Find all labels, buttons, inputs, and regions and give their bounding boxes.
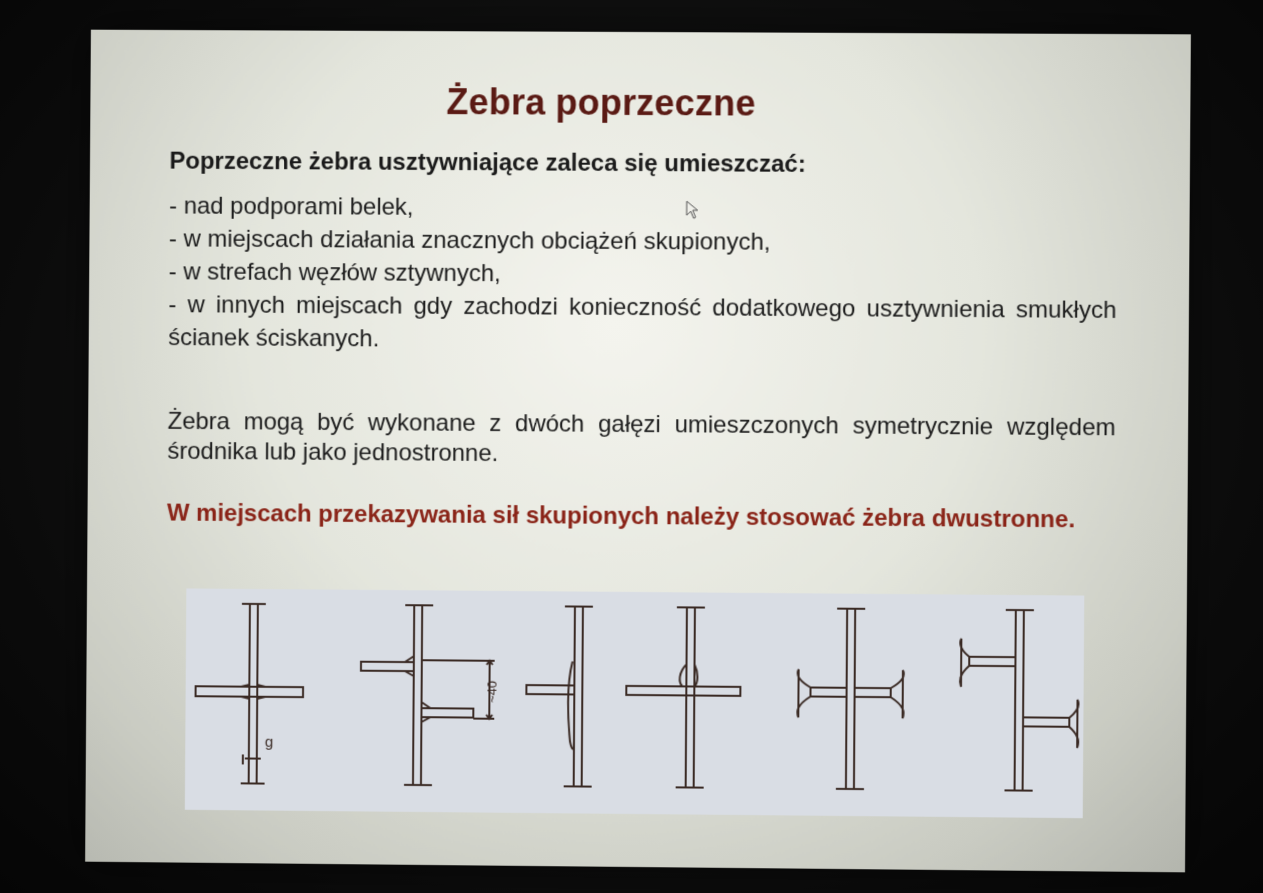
list-item: - nad podporami belek, — [169, 192, 414, 221]
list-item: - w innych miejscach gdy zachodzi konieczność dodatkowego usztywnienia smukłych ścianek ściskanych. — [168, 291, 1117, 353]
stiffener-types-paragraph: Żebra mogą być wykonane z dwóch gałęzi umieszczonych symetrycznie względem środnika lub jako jednostronne. — [167, 407, 1116, 468]
section-staggered — [360, 605, 495, 786]
mouse-pointer-icon — [686, 200, 702, 225]
label-g: g — [264, 733, 274, 751]
section-one-sided — [526, 606, 593, 786]
section-bulb — [626, 607, 741, 788]
list-item: - w miejscach działania znacznych obciążeń skupionych, — [168, 225, 771, 256]
stiffener-diagram — [185, 588, 1084, 818]
placement-list — [168, 190, 1119, 361]
intro-text: Poprzeczne żebra usztywniające zaleca się umieszczać: — [169, 147, 806, 178]
label-40: ~40 — [484, 680, 500, 703]
section-staggered-angles — [959, 610, 1079, 791]
list-item: - w strefach węzłów sztywnych, — [168, 258, 501, 288]
slide-title: Żebra poprzeczne — [446, 81, 756, 124]
presentation-slide — [85, 30, 1191, 873]
section-angles — [797, 608, 904, 789]
section-symmetric — [195, 603, 304, 783]
warning-text: W miejscach przekazywania sił skupionych należy stosować żebra dwustronne. — [166, 499, 1076, 534]
stiffener-diagram-svg — [185, 588, 1084, 818]
